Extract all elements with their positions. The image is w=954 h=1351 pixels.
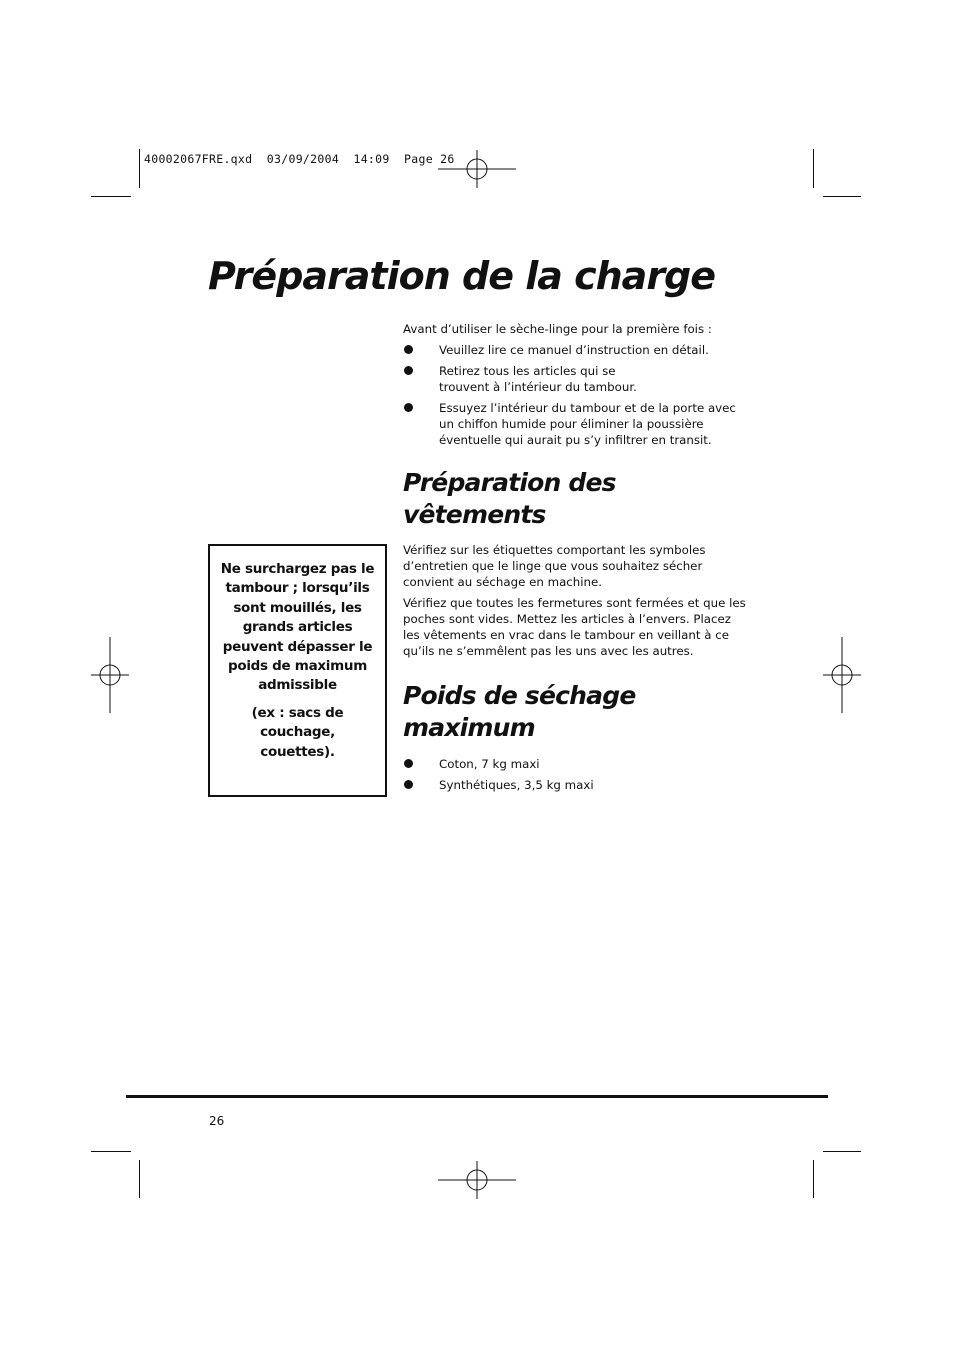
warning-main-text: Ne surchargez pas le tambour ; lorsqu’ils sont mouillés, les grands articles peuvent dépasser le poids de maximum admissible [220,561,375,694]
section-heading-weight-line1: Poids de séchage [403,681,636,710]
list-item [403,756,748,772]
registration-mark-right [822,636,862,714]
intro-lead: Avant d’utiliser le sèche-linge pour la première fois : [403,322,712,336]
list-item-text: Synthétiques, 3,5 kg maxi [439,778,594,792]
weight-section-body [403,751,748,793]
bullet-icon [404,345,413,354]
list-item-text: Veuillez lire ce manuel d’instruction en détail. [439,343,709,357]
clothes-paragraph-1: Vérifiez sur les étiquettes comportant les symboles d’entretien que le linge que vous souhaitez sécher convient au séchage en machine. [403,543,706,589]
clothes-paragraph-2: Vérifiez que toutes les fermetures sont fermées et que les poches sont vides. Mettez les articles à l’envers. Placez les vêtements en vrac dans le tambour en veillant à ce qu’ils ne s’emmêlent pas les uns avec les autres. [403,596,746,658]
crop-mark-top-left-vertical [139,149,140,188]
registration-mark-bottom [437,1160,517,1200]
section-heading-clothes-line1: Préparation des [403,468,616,497]
section-heading-clothes [403,467,616,531]
crop-mark-top-left-horizontal [91,196,131,197]
bullet-icon [404,780,413,789]
registration-mark-top [437,149,517,189]
intro-section [403,321,748,448]
intro-bullet-list [403,342,748,448]
list-item [403,400,748,448]
crop-mark-bottom-left-vertical [139,1160,140,1198]
bullet-icon [404,759,413,768]
crop-mark-top-right-horizontal [823,196,861,197]
list-item-text: Retirez tous les articles qui se trouvent à l’intérieur du tambour. [439,364,637,394]
bullet-icon [404,366,413,375]
crop-mark-bottom-right-vertical [813,1160,814,1198]
crop-mark-bottom-right-horizontal [823,1151,861,1152]
page-number: 26 [209,1114,225,1128]
registration-mark-left [90,636,130,714]
list-item [403,777,748,793]
weight-bullet-list [403,756,748,793]
crop-mark-bottom-left-horizontal [91,1151,131,1152]
bullet-icon [404,403,413,412]
warning-box [208,544,387,797]
list-item [403,342,748,358]
footer-rule [126,1095,828,1098]
printer-slug: 40002067FRE.qxd 03/09/2004 14:09 Page 26 [144,152,455,166]
crop-mark-top-right-vertical [813,149,814,188]
section-heading-weight [403,680,635,744]
list-item [403,363,748,395]
list-item-text: Coton, 7 kg maxi [439,757,540,771]
section-heading-clothes-line2: vêtements [403,500,546,529]
list-item-text: Essuyez l’intérieur du tambour et de la porte avec un chiffon humide pour éliminer la poussière éventuelle qui aurait pu s’y infiltrer en transit. [439,401,736,447]
page-title: Préparation de la charge [208,254,716,298]
warning-example-text: (ex : sacs de couchage, couettes). [251,704,344,760]
section-heading-weight-line2: maximum [403,713,535,742]
clothes-section-body [403,542,748,659]
